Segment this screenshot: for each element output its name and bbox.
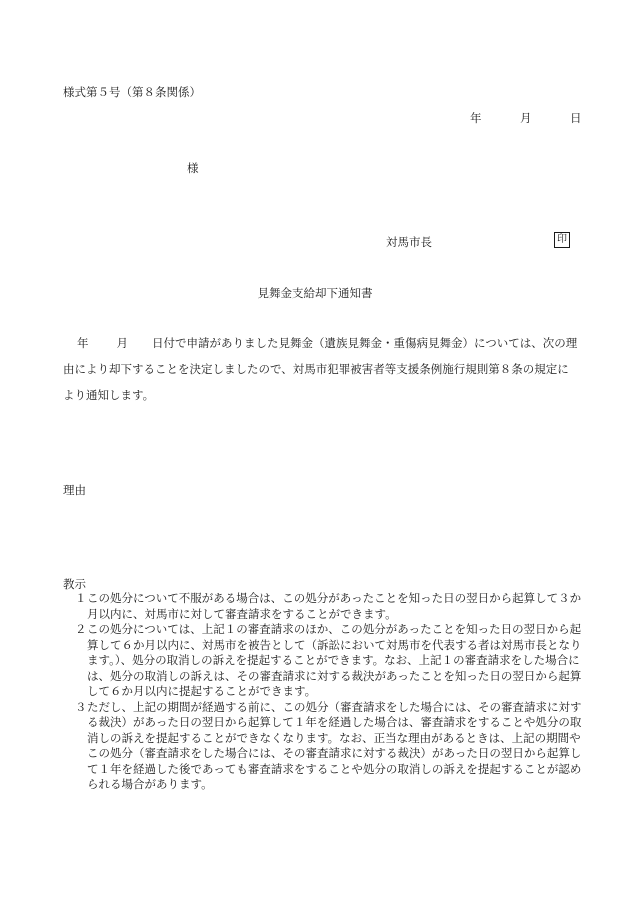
body-text: 日付で申請がありました見舞金（遺族見舞金・重傷病見舞金）については、次の理由により却下することを決定しましたので、対馬市犯罪被害者等支援条例施行規則第８条の規定により通知します。: [63, 336, 578, 402]
notice-item-number: １: [75, 591, 87, 605]
sender-name: 対馬市長: [386, 235, 432, 249]
date-day-unit: 日: [570, 111, 582, 125]
notice-item-text: ただし、上記の期間が経過する前に、この処分（審査請求をした場合には、その審査請求に対する裁決）があった日の翌日から起算して１年を経過した場合は、審査請求をすることや処分の取消しの訴えを提起することができなくなります。なお、正当な理由があるときは、上記の期間やこの処分（審査請求をした場合には、その審査請求に対する裁決）があった日の翌日から起算して１年を経過した後であっても審査請求をすることや処分の取消しの訴えを提起することが認められる場合があります。: [87, 699, 582, 791]
recipient-suffix: 様: [187, 161, 199, 175]
date-year-unit: 年: [470, 111, 482, 125]
notice-item: [63, 700, 583, 793]
form-label: 様式第５号（第８条関係）: [63, 85, 201, 99]
document-title: 見舞金支給却下通知書: [257, 286, 373, 300]
date-line: [470, 110, 582, 124]
body-year-unit: 年: [77, 336, 89, 350]
notice-item-number: ２: [75, 622, 87, 636]
seal-mark: 印: [554, 232, 570, 248]
reason-label: 理由: [63, 483, 86, 497]
notice-item-text: この処分については、上記１の審査請求のほか、この処分があったことを知った日の翌日から起算して６か月以内に、対馬市を被告として（訴訟において対馬市を代表する者は対馬市長となります。）、処分の取消しの訴えを提起することができます。なお、上記１の審査請求をした場合には、処分の取消しの訴えは、その審査請求に対する裁決があったことを知った日の翌日から起算して６か月以内に提起することができます。: [87, 622, 582, 698]
notice-item: [63, 622, 583, 700]
notice-list: [63, 591, 583, 793]
body-month-unit: 月: [116, 336, 128, 350]
notice-item: [63, 591, 583, 622]
date-month-unit: 月: [520, 111, 532, 125]
notice-item-text: この処分について不服がある場合は、この処分があったことを知った日の翌日から起算して３か月以内に、対馬市に対して審査請求をすることができます。: [87, 591, 582, 621]
body-paragraph: [63, 330, 579, 408]
notice-item-number: ３: [75, 699, 87, 714]
notice-label: 教示: [63, 577, 86, 591]
